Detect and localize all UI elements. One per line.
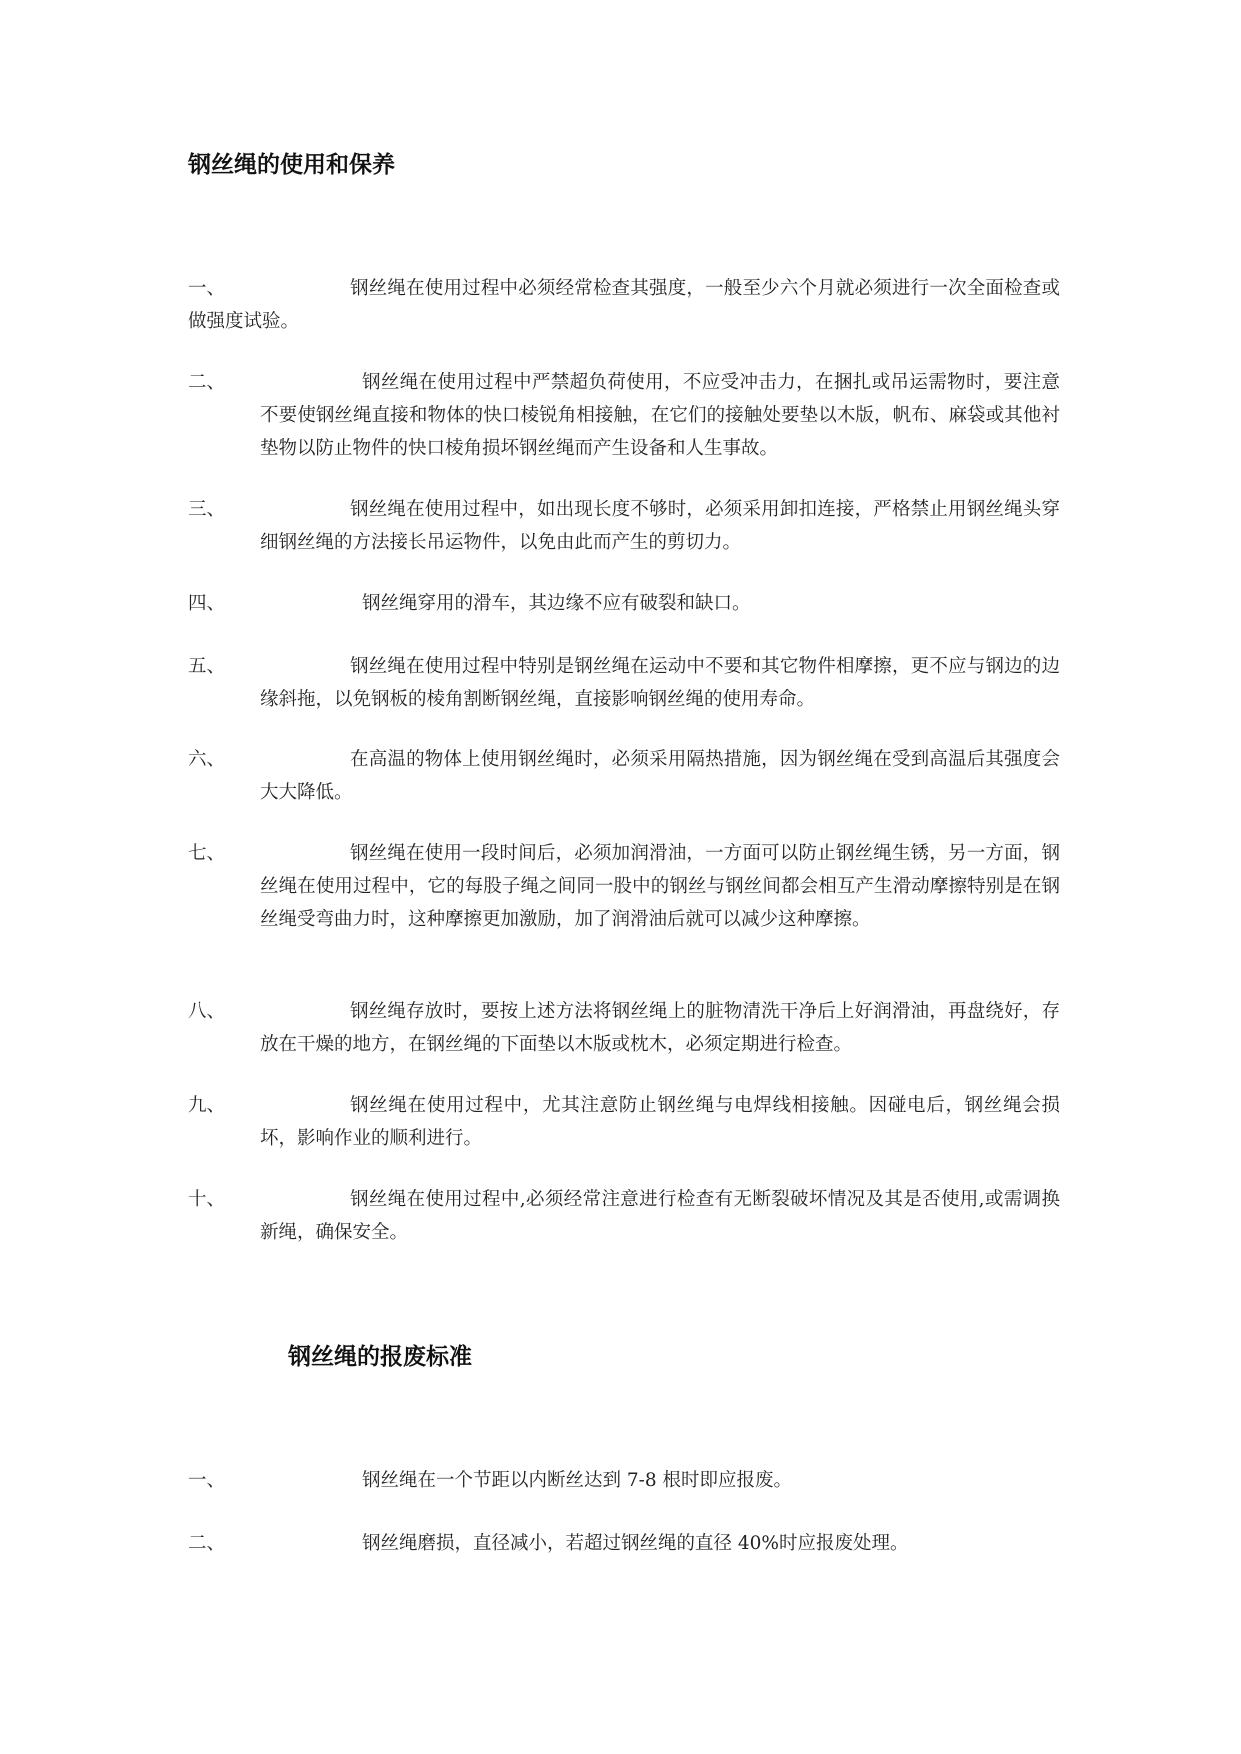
list-item <box>188 587 1060 620</box>
list-item <box>188 1089 1060 1155</box>
section-title-scrap-standard: 钢丝绳的报废标准 <box>288 1344 472 1370</box>
item-number: 七、 <box>188 843 226 864</box>
item-text: 钢丝绳在使用过程中,必须经常注意进行检查有无断裂破坏情况及其是否使用,或需调换新绳，确保安全。 <box>260 1189 1060 1243</box>
list-item <box>188 366 1060 465</box>
item-number: 二、 <box>188 372 226 393</box>
section-title-maintenance: 钢丝绳的使用和保养 <box>188 152 395 178</box>
item-text: 钢丝绳在使用一段时间后，必须加润滑油，一方面可以防止钢丝绳生锈，另一方面，钢丝绳在使用过程中，它的每股子绳之间同一股中的钢丝与钢丝间都会相互产生滑动摩擦特别是在钢丝绳受弯曲力时，这种摩擦更加激励，加了润滑油后就可以减少这种摩擦。 <box>260 843 1060 930</box>
item-number: 四、 <box>188 593 226 614</box>
item-number: 六、 <box>188 749 226 770</box>
item-text: 钢丝绳在使用过程中必须经常检查其强度，一般至少六个月就必须进行一次全面检查或做强度试验。 <box>188 278 1060 332</box>
item-text: 钢丝绳在一个节距以内断丝达到 7-8 根时即应报废。 <box>362 1470 793 1491</box>
item-number: 一、 <box>188 278 226 299</box>
list-item <box>188 1183 1060 1249</box>
item-number: 八、 <box>188 1001 226 1022</box>
item-text: 钢丝绳在使用过程中，如出现长度不够时，必须采用卸扣连接，严格禁止用钢丝绳头穿细钢丝绳的方法接长吊运物件，以免由此而产生的剪切力。 <box>260 499 1060 553</box>
list-item <box>188 493 1060 559</box>
item-text: 钢丝绳磨损，直径减小，若超过钢丝绳的直径 40%时应报废处理。 <box>362 1533 909 1554</box>
item-number: 二、 <box>188 1533 226 1554</box>
list-item <box>188 1464 1060 1497</box>
list-item <box>188 272 1060 338</box>
item-number: 三、 <box>188 499 226 520</box>
list-item <box>188 837 1060 936</box>
item-text: 钢丝绳在使用过程中，尤其注意防止钢丝绳与电焊线相接触。因碰电后，钢丝绳会损坏，影响作业的顺利进行。 <box>260 1095 1060 1149</box>
list-item <box>188 650 1060 716</box>
list-item <box>188 743 1060 809</box>
item-text: 在高温的物体上使用钢丝绳时，必须采用隔热措施，因为钢丝绳在受到高温后其强度会大大降低。 <box>260 749 1060 803</box>
item-number: 九、 <box>188 1095 226 1116</box>
item-text: 钢丝绳存放时，要按上述方法将钢丝绳上的脏物清洗干净后上好润滑油，再盘绕好，存放在干燥的地方，在钢丝绳的下面垫以木版或枕木，必须定期进行检查。 <box>260 1001 1060 1055</box>
item-number: 十、 <box>188 1189 226 1210</box>
item-text: 钢丝绳在使用过程中严禁超负荷使用，不应受冲击力，在捆扎或吊运需物时，要注意不要使钢丝绳直接和物体的快口棱锐角相接触，在它们的接触处要垫以木版，帆布、麻袋或其他衬垫物以防止物件的快口棱角损坏钢丝绳而产生设备和人生事故。 <box>260 372 1060 459</box>
item-number: 五、 <box>188 656 226 677</box>
item-text: 钢丝绳在使用过程中特别是钢丝绳在运动中不要和其它物件相摩擦，更不应与钢边的边缘斜拖，以免钢板的棱角割断钢丝绳，直接影响钢丝绳的使用寿命。 <box>260 656 1060 710</box>
item-number: 一、 <box>188 1470 226 1491</box>
list-item <box>188 1527 1060 1560</box>
item-text: 钢丝绳穿用的滑车，其边缘不应有破裂和缺口。 <box>362 593 751 614</box>
list-item <box>188 995 1060 1061</box>
